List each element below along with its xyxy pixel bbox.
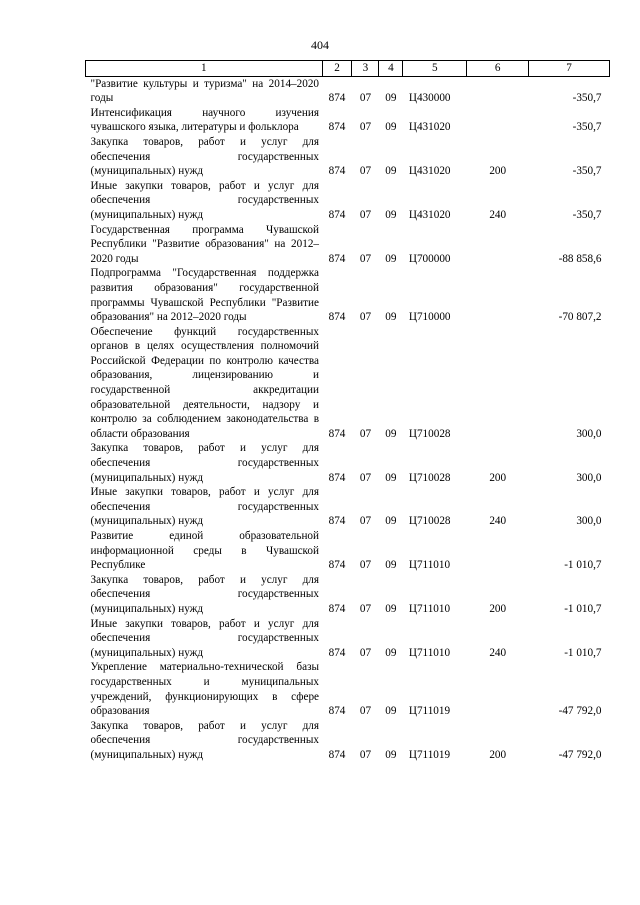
target-article-code: Ц710000 <box>408 311 451 324</box>
ministry-code: 874 <box>328 121 346 134</box>
subsection-code: 09 <box>385 311 397 324</box>
table-row <box>86 485 610 529</box>
amount: 300,0 <box>576 515 602 528</box>
section-code: 07 <box>359 515 372 528</box>
subsection-code: 09 <box>385 602 397 615</box>
amount: -47 792,0 <box>558 748 602 761</box>
page-number: 404 <box>311 38 329 52</box>
column-header-6: 6 <box>467 61 529 77</box>
ministry-code: 874 <box>328 165 346 178</box>
expense-type-code: 240 <box>489 208 507 221</box>
amount: -350,7 <box>572 92 602 105</box>
section-code: 07 <box>359 748 372 761</box>
ministry-code: 874 <box>328 559 346 572</box>
column-header-2: 2 <box>322 61 352 77</box>
ministry-code: 874 <box>328 748 346 761</box>
ministry-code: 874 <box>328 427 346 440</box>
subsection-code: 09 <box>385 252 397 265</box>
target-article-code: Ц710028 <box>408 427 451 440</box>
expense-type-code <box>467 325 529 442</box>
budget-table <box>85 60 610 763</box>
subsection-code: 09 <box>385 121 397 134</box>
ministry-code: 874 <box>328 705 346 718</box>
subsection-code: 09 <box>385 92 397 105</box>
row-name: Иные закупки товаров, работ и услуг для обеспечения государственных (муниципальных) нужд <box>90 617 320 659</box>
subsection-code: 09 <box>385 515 397 528</box>
table-row <box>86 76 610 106</box>
subsection-code: 09 <box>385 427 397 440</box>
subsection-code: 09 <box>385 208 397 221</box>
table-row <box>86 617 610 661</box>
row-name: Интенсификация научного изучения чувашского языка, литературы и фольклора <box>90 106 320 134</box>
table-header <box>86 61 610 77</box>
expense-type-code: 200 <box>489 748 507 761</box>
expense-type-code: 200 <box>489 165 507 178</box>
amount: -1 010,7 <box>564 646 602 659</box>
section-code: 07 <box>359 92 372 105</box>
column-header-4: 4 <box>379 61 403 77</box>
row-name: Государственная программа Чувашской Республики "Развитие образования" на 2012–2020 годы <box>90 223 320 265</box>
row-name: Закупка товаров, работ и услуг для обеспечения государственных (муниципальных) нужд <box>90 573 320 615</box>
subsection-code: 09 <box>385 165 397 178</box>
amount: -350,7 <box>572 121 602 134</box>
expense-type-code <box>467 223 529 267</box>
section-code: 07 <box>359 311 372 324</box>
section-code: 07 <box>359 252 372 265</box>
section-code: 07 <box>359 705 372 718</box>
expense-type-code: 240 <box>489 646 507 659</box>
subsection-code: 09 <box>385 748 397 761</box>
expense-type-code: 200 <box>489 602 507 615</box>
section-code: 07 <box>359 427 372 440</box>
amount: -88 858,6 <box>558 252 602 265</box>
subsection-code: 09 <box>385 646 397 659</box>
row-name: Обеспечение функций государственных органов в целях осуществления полномочий Российской Федерации по контролю качества образования, лицензированию и государственной аккредитации образовательной деятельности, надзору и контролю за соблюдением законодательства в области образования <box>90 325 320 440</box>
expense-type-code: 240 <box>489 515 507 528</box>
table-row <box>86 325 610 442</box>
ministry-code: 874 <box>328 515 346 528</box>
ministry-code: 874 <box>328 646 346 659</box>
table-row <box>86 179 610 223</box>
expense-type-code <box>467 529 529 573</box>
target-article-code: Ц711019 <box>408 705 451 718</box>
table-row <box>86 660 610 718</box>
row-name: Иные закупки товаров, работ и услуг для обеспечения государственных (муниципальных) нужд <box>90 486 320 528</box>
section-code: 07 <box>359 165 372 178</box>
ministry-code: 874 <box>328 208 346 221</box>
amount: -1 010,7 <box>564 602 602 615</box>
header-row <box>86 61 610 77</box>
ministry-code: 874 <box>328 602 346 615</box>
section-code: 07 <box>359 208 372 221</box>
table-body <box>86 76 610 762</box>
amount: -70 807,2 <box>558 311 602 324</box>
ministry-code: 874 <box>328 311 346 324</box>
table-row <box>86 441 610 485</box>
table-row <box>86 135 610 179</box>
target-article-code: Ц710028 <box>408 515 451 528</box>
ministry-code: 874 <box>328 252 346 265</box>
amount: -350,7 <box>572 208 602 221</box>
target-article-code: Ц431020 <box>408 208 451 221</box>
row-name: "Развитие культуры и туризма" на 2014–2020 годы <box>90 77 320 105</box>
section-code: 07 <box>359 471 372 484</box>
table-row <box>86 266 610 324</box>
row-name: Подпрограмма "Государственная поддержка развития образования" государственной программы Чувашской Республики "Развитие образования" на 2012–2020 годы <box>90 267 320 324</box>
target-article-code: Ц431020 <box>408 121 451 134</box>
subsection-code: 09 <box>385 705 397 718</box>
table-row <box>86 573 610 617</box>
expense-type-code <box>467 660 529 718</box>
target-article-code: Ц711010 <box>408 646 451 659</box>
expense-type-code <box>467 266 529 324</box>
ministry-code: 874 <box>328 471 346 484</box>
target-article-code: Ц711010 <box>408 602 451 615</box>
section-code: 07 <box>359 559 372 572</box>
ministry-code: 874 <box>328 92 346 105</box>
expense-type-code <box>467 106 529 135</box>
target-article-code: Ц430000 <box>408 92 451 105</box>
table-row <box>86 529 610 573</box>
table-row <box>86 223 610 267</box>
expense-type-code: 200 <box>489 471 507 484</box>
column-header-1: 1 <box>86 61 323 77</box>
table-row <box>86 719 610 763</box>
row-name: Иные закупки товаров, работ и услуг для обеспечения государственных (муниципальных) нужд <box>90 179 320 221</box>
column-header-3: 3 <box>352 61 379 77</box>
subsection-code: 09 <box>385 559 397 572</box>
amount: 300,0 <box>576 471 602 484</box>
amount: 300,0 <box>576 427 602 440</box>
row-name: Развитие единой образовательной информационной среды в Чувашской Республике <box>90 530 320 572</box>
row-name: Закупка товаров, работ и услуг для обеспечения государственных (муниципальных) нужд <box>90 719 320 761</box>
target-article-code: Ц431020 <box>408 165 451 178</box>
section-code: 07 <box>359 121 372 134</box>
column-header-5: 5 <box>403 61 467 77</box>
target-article-code: Ц711010 <box>408 559 451 572</box>
section-code: 07 <box>359 646 372 659</box>
subsection-code: 09 <box>385 471 397 484</box>
target-article-code: Ц711019 <box>408 748 451 761</box>
row-name: Закупка товаров, работ и услуг для обеспечения государственных (муниципальных) нужд <box>90 135 320 178</box>
expense-type-code <box>467 76 529 106</box>
row-name: Закупка товаров, работ и услуг для обеспечения государственных (муниципальных) нужд <box>90 442 320 484</box>
row-name: Укрепление материально-технической базы государственных и муниципальных учреждений, функционирующих в сфере образования <box>90 661 320 718</box>
target-article-code: Ц710028 <box>408 471 451 484</box>
amount: -47 792,0 <box>558 705 602 718</box>
section-code: 07 <box>359 602 372 615</box>
column-header-7: 7 <box>529 61 610 77</box>
amount: -350,7 <box>572 165 602 178</box>
table-row <box>86 106 610 135</box>
amount: -1 010,7 <box>564 559 602 572</box>
target-article-code: Ц700000 <box>408 252 451 265</box>
